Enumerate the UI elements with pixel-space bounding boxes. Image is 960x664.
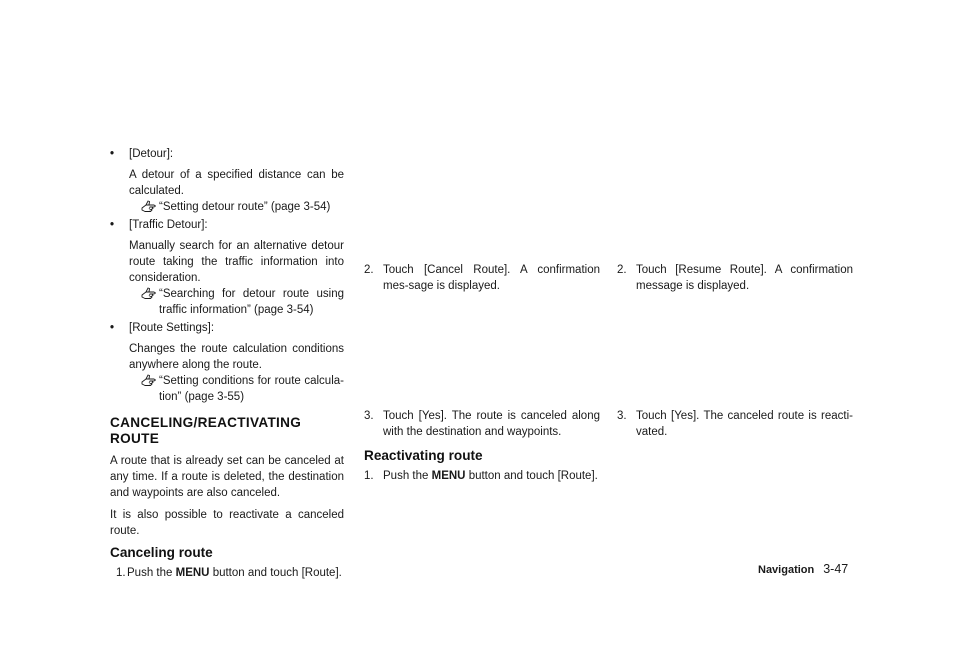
button-name: MENU xyxy=(431,470,466,482)
reference-text: “Searching for detour route using traffic information” (page 3-54) xyxy=(159,288,344,316)
reference-text: “Setting detour route” (page 3-54) xyxy=(159,201,331,213)
column-middle xyxy=(364,262,600,484)
list-item xyxy=(110,320,344,405)
step-item xyxy=(364,468,600,484)
bullet-dot: • xyxy=(110,322,115,334)
item-description: Changes the route calculation conditions anywhere along the route. xyxy=(129,343,344,371)
step-text: Touch [Cancel Route]. A confirmation mes-sage is displayed. xyxy=(383,264,600,292)
page-number: 3-47 xyxy=(823,562,849,576)
column-left xyxy=(110,146,344,581)
page-footer xyxy=(758,561,858,578)
step-text: Push the xyxy=(383,470,429,482)
list-item xyxy=(110,217,344,318)
step-text: Touch [Yes]. The canceled route is reacti-vated. xyxy=(636,410,853,438)
pointing-hand-icon xyxy=(141,373,158,389)
reference-text: “Setting conditions for route calcula-tion” (page 3-55) xyxy=(159,375,344,403)
paragraph: It is also possible to reactivate a canceled route. xyxy=(110,509,344,537)
step-item xyxy=(110,565,344,581)
step-number: 3. xyxy=(364,410,374,422)
item-label: [Detour]: xyxy=(129,148,174,160)
cross-reference[interactable] xyxy=(129,373,344,405)
step-number: 1. xyxy=(116,567,126,579)
item-label: [Route Settings]: xyxy=(129,322,215,334)
step-text: button and touch [Route]. xyxy=(212,567,342,579)
step-item xyxy=(617,408,853,440)
step-number: 2. xyxy=(617,264,627,276)
list-item xyxy=(110,146,344,215)
pointing-hand-icon xyxy=(141,199,158,215)
bullet-dot: • xyxy=(110,219,115,231)
footer-section-title: Navigation xyxy=(758,564,815,576)
item-label: [Traffic Detour]: xyxy=(129,219,208,231)
step-item xyxy=(364,262,600,294)
bullet-dot: • xyxy=(110,148,115,160)
section-heading: CANCELING/REACTIVATING ROUTE xyxy=(110,415,302,446)
subsection-heading: Canceling route xyxy=(110,545,213,560)
item-description: Manually search for an alternative detour route taking the traffic information into consideration. xyxy=(129,240,344,284)
step-item xyxy=(617,262,853,294)
step-text: button and touch [Route]. xyxy=(468,470,598,482)
step-text: Touch [Resume Route]. A confirmation message is displayed. xyxy=(636,264,853,292)
step-number: 3. xyxy=(617,410,627,422)
subsection-heading: Reactivating route xyxy=(364,448,483,463)
pointing-hand-icon xyxy=(141,286,158,302)
step-number: 2. xyxy=(364,264,374,276)
step-number: 1. xyxy=(364,470,374,482)
item-description: A detour of a specified distance can be calculated. xyxy=(129,169,344,197)
paragraph: A route that is already set can be canceled at any time. If a route is deleted, the destination and waypoints are also canceled. xyxy=(110,455,344,499)
step-text: Touch [Yes]. The route is canceled along with the destination and waypoints. xyxy=(383,410,600,438)
column-right xyxy=(617,262,853,440)
step-item xyxy=(364,408,600,440)
cross-reference[interactable] xyxy=(129,199,344,215)
cross-reference[interactable] xyxy=(129,286,344,318)
step-text: Push the xyxy=(127,567,173,579)
button-name: MENU xyxy=(175,567,210,579)
